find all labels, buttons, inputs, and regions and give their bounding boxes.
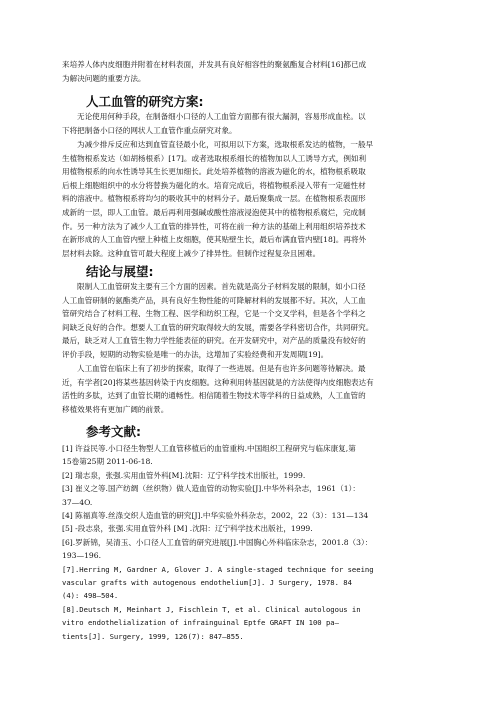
text-line: 最后，缺乏对人工血管生物力学性能表征的研究。在开发研究中，对产品的质量没有较好的 <box>62 336 366 346</box>
text-line: 为减少排斥反应和达到血管直径最小化，可拟用以下方案，选取根系发达的植物，一般早 <box>77 140 374 149</box>
reference-line: [1] 许益民等.小口径生物型人工血管移植后的血管重构.中国组织工程研究与临床康复,第 <box>62 444 356 453</box>
text-line: 料的溶液中。植物根系将均匀的吸收其中的材料分子。最后聚集成一层。在植物根系表面形 <box>62 194 366 204</box>
reference-line: 193—196. <box>62 551 101 561</box>
research-plan-paragraph-2 <box>62 138 440 260</box>
reference-line: 37—4O. <box>62 497 93 507</box>
text-line: 为解决问题的重要方法。 <box>62 73 146 83</box>
conclusion-paragraph-2 <box>62 362 440 416</box>
research-plan-paragraph-1 <box>62 110 440 137</box>
text-line: 来培养人体内皮细胞并附着在材料表面，并发具有良好相容性的聚氨酯复合材料[16]都已成 <box>62 60 367 69</box>
section-heading-research-plan: 人工血管的研究方案: <box>86 94 204 109</box>
section-heading-references: 参考文献: <box>86 424 141 439</box>
text-line: 生植物根系发达（如胡杨根系）[17]。或者选取根系细长的植物加以人工诱导方式，例如利 <box>62 153 367 163</box>
reference-line: [2] 瑞志泉，张强.实用血管外科[M].沈阳：辽宁科学技术出版社，1999. <box>62 470 306 480</box>
reference-line: [4] 陈福真等.丝涤交织人造血管的研究[J].中华实验外科杂志，2002，22（3）：131—134 <box>62 511 369 521</box>
reference-list <box>62 442 442 643</box>
text-line: 作。另一种方法为了减少人工血管的排异性，可将在前一种方法的基础上利用组织培养技术 <box>62 221 366 231</box>
text-line: 限制人工血管研发主要有三个方面的因素。首先就是高分子材料发展的限制，如小口径 <box>77 282 366 291</box>
reference-line: [3] 崔义之等.国产纺绸（丝织物）做人造血管的动物实验[J].中华外科杂志，1961（1）： <box>62 484 360 494</box>
reference-line: [7].Herring M, Gardner A, Glover J. A single-staged technique for seeing <box>62 564 374 574</box>
text-line: 移植效果将有更加广阔的前景。 <box>62 404 169 414</box>
reference-line: 15卷第25期 2011-06-18. <box>62 457 153 467</box>
reference-line: vascular grafts with autogenous endothelium[J]. J Surgery, 1978. 84 <box>62 578 352 588</box>
text-line: 人工血管在临床上有了初步的探索，取得了一些进展。但是有也许多问题等待解决。最 <box>77 364 366 373</box>
text-line: 评价手段，短期的动物实验是唯一的办法，这增加了实验经费和开发周期[19]。 <box>62 349 329 359</box>
reference-line: [8].Deutsch M, Meinhart J, Fischlein T, et al. Clinical autologous in <box>62 604 361 614</box>
reference-line: tients[J]. Surgery, 1999, 126(7): 847—855. <box>62 631 244 641</box>
intro-paragraph <box>62 58 440 85</box>
text-line: 层材料去除。这种血管可最大程度上减少了排异性。但制作过程复杂且困难。 <box>62 248 321 258</box>
text-line: 下将把制备小口径的网状人工血管作重点研究对象。 <box>62 125 237 135</box>
reference-line: vitro endothelialization of infrainguinal Eptfe GRAFT IN 100 pa— <box>62 618 339 628</box>
section-heading-conclusion: 结论与展望: <box>86 264 154 279</box>
text-line: 成新的一层，即人工血管。最后再利用强碱或酸性溶液浸泡使其中的植物根系腐烂，完成制 <box>62 207 366 217</box>
text-line: 活性的多肽，达到了血管长期的通畅性。相信随着生物技术等学科的日益成熟，人工血管的 <box>62 391 366 401</box>
reference-line: [5] -段志泉，张强.实用血管外科 [M] .沈阳：辽宁科学技术出版社，1999. <box>62 524 313 534</box>
reference-line: (4): 498—504. <box>62 591 119 601</box>
text-line: 近，有学者[20]将某些基因转染于内皮细胞。这种利用转基因就是的方法使得内皮细胞表达有 <box>62 377 374 387</box>
conclusion-paragraph-1 <box>62 280 440 362</box>
text-line: 间缺乏良好的合作。想要人工血管的研究取得较大的发展，需要各学科密切合作，共同研究。 <box>62 322 374 332</box>
text-line: 后根上细胞组织中的水分将替换为磁化的水。培育完成后，将植物根系浸入带有一定磁性材 <box>62 180 366 190</box>
text-line: 在新形成的人工血管内壁上种植上皮细胞，使其贴壁生长，最后布满血管内壁[18]。再将外 <box>62 235 367 245</box>
text-line: 用植物根系的向水性诱导其生长更加细长。此处培养植物的溶液为磁化的水，植物根系吸取 <box>62 167 366 177</box>
reference-line: [6].罗新锦，吴清玉、小口径人工血管的研究进展[J].中国胸心外科临床杂志，2001.8（3）： <box>62 537 373 547</box>
text-line: 人工血管研制的氨酯类产品，具有良好生物性能的可降解材料的发展都不好。其次，人工血 <box>62 295 366 305</box>
text-line: 无论使用何种手段，在制备细小口径的人工血管方面都有很大漏洞，容易形成血栓。以 <box>77 112 366 121</box>
text-line: 管研究结合了材料工程、生物工程、医学和纺织工程，它是一个交叉学科，但是各个学科之 <box>62 309 366 319</box>
